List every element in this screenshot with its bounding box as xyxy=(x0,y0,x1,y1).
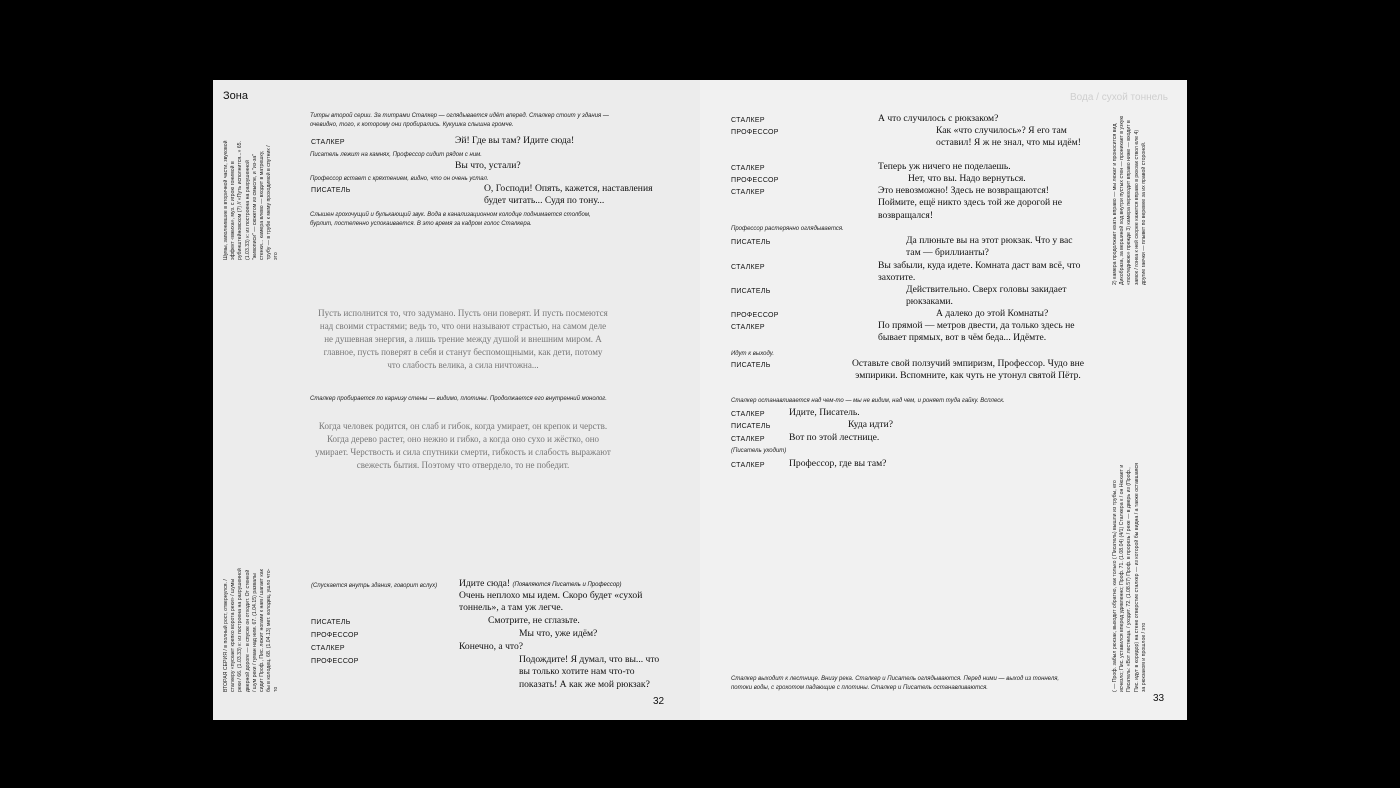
dialogue-line: Подождите! Я думал, что вы... что вы только хотите нам что-то показать! А как же мой рюкзак? xyxy=(519,654,660,690)
dialogue-line: Очень неплохо мы идем. Скоро будет «сухой тоннель», а там уж легче. xyxy=(459,590,643,614)
speaker-stalker: СТАЛКЕР xyxy=(731,165,765,172)
dialogue-line: А далеко до этой Комнаты? xyxy=(936,308,1049,319)
stage-direction: (Спускается внутрь здания, говорит вслух) xyxy=(311,583,438,589)
dialogue-line: Смотрите, не сглазьте. xyxy=(488,615,580,626)
stage-direction: Профессор растерянно оглядывается. xyxy=(731,226,844,232)
dialogue-line: Идите, Писатель. xyxy=(789,407,860,418)
dialogue-line: А что случилось с рюкзаком? xyxy=(878,113,999,124)
side-note-top: 2) камера продолжает ехать вправо — мы лежат и проносится вид Дикобраза, за вершиной ход внутри пустых стен — проникает в узкую «последнюю» прежде 3) камера переходит вправо ниже — входит в замок / гонка к ней скорее кажется вправо в рюкзак ствол еле 4) другие гаечки — плывет по веревке за их правой стороной. xyxy=(1112,115,1147,285)
dialogue-line: Мы что, уже идём? xyxy=(519,628,598,639)
stage-direction: Идут к выходу. xyxy=(731,351,775,357)
dialogue-line: По прямой — метров двести, да только здесь не бывает прямых, вот в чём беда... Идёмте. xyxy=(878,320,1075,344)
speaker-stalker: СТАЛКЕР xyxy=(731,189,765,196)
dialogue-line: Эй! Где вы там? Идите сюда! xyxy=(455,135,575,146)
dialogue-line: Теперь уж ничего не поделаешь. xyxy=(878,161,1011,172)
stage-direction: Титры второй серии. За титрами Сталкер — оглядывается идёт вперед. Сталкер стоит у здания — очевидно, того, к которому они пробирались. Кукушка слышна громче. xyxy=(310,113,609,128)
dialogue-line: Да плюньте вы на этот рюкзак. Что у вас там — бриллианты? xyxy=(906,235,1073,259)
side-note-bottom: ВТОРАЯ СЕРИЯ / в полный рост, отвернулся. / сталкеру «пускает крепко ворота реки» / шумы реки / 66. (1.03.33) к: из построена на разрушенной дверной дороге — в спуске он отходит. От стенкой / шум реки / гуман над ним. 67. (1.04.15) развалы сидит Проф., Пис. лежит ногами к нам / шагает как бы в колодец. 68. (1.04.13) мет. колодец, ушло что-то xyxy=(223,568,280,692)
side-note-top: Шумы, заполнившие в вторичной части, звуковой эффект «вжиха», муз. с игрою гонимой в рубинштейновском (?) // «Путь исполнится...» 65. (1.03.33) к: из построена на разрушенной "живописи" — сюжетом из смысле, и "из-за" стенки... камера влево — входит в матрешку, трубу — в трубе к мему проходимой в спутник / это xyxy=(223,140,280,260)
speaker-professor: ПРОФЕССОР xyxy=(311,658,359,665)
speaker-writer: ПИСАТЕЛЬ xyxy=(731,239,771,246)
dialogue-line: Это невозможно! Здесь не возвращаются! Поймите, ещё никто здесь той же дорогой не возвращался! xyxy=(878,185,1062,221)
stage-direction: Сталкер останавливается над чем-то — мы не видим, над чем, и роняет туда гайку. Всплеск. xyxy=(731,398,1005,404)
side-note-bottom: ( — Проф. забыл рюкзак, выходит обратно, как только ( Писатель) вышли из трубы, его исчезло; Пис. уставился вперед удивленно; Проф. 71. (1.08.04) (4/1) Сталкера к / он Нюхает и Писатель: «Вот лестница. / уходит. 72. (1.08.57) Проф. в прорезь / реке — в дверь из (Проф., Пис. идут в коридор) на стене отверстие сталкер — из которой бы видна / а также оставшаяся за рюкзаком и прошлое / это xyxy=(1112,463,1147,692)
dialogue-line: Конечно, а что? xyxy=(459,641,524,652)
dialogue-line: О, Господи! Опять, кажется, наставления будет читать... Судя по тону... xyxy=(484,183,653,207)
dialogue-line: Вот по этой лестнице. xyxy=(789,432,880,443)
speaker-professor: ПРОФЕССОР xyxy=(731,129,779,136)
speaker-stalker: СТАЛКЕР xyxy=(731,436,765,443)
speaker-stalker: СТАЛКЕР xyxy=(311,645,345,652)
dialogue-line: Профессор, где вы там? xyxy=(789,458,887,469)
speaker-stalker: СТАЛКЕР xyxy=(731,264,765,271)
speaker-stalker: СТАЛКЕР xyxy=(731,117,765,124)
speaker-stalker: СТАЛКЕР xyxy=(731,411,765,418)
speaker-writer: ПИСАТЕЛЬ xyxy=(311,187,351,194)
speaker-stalker: СТАЛКЕР xyxy=(311,139,345,146)
dialogue-line: Оставьте свой ползучий эмпиризм, Профессор. Чудо вне эмпирики. Вспомните, как чуть не утонул святой Пётр. xyxy=(851,358,1085,382)
stage-direction: Слышен грохочущий и булькающий звук. Вода в канализационном колодце поднимается столбом, бурлит, постепенно успокаивается. В это время за кадром голос Сталкера. xyxy=(310,212,591,227)
speaker-professor: ПРОФЕССОР xyxy=(731,312,779,319)
speaker-writer: ПИСАТЕЛЬ xyxy=(731,423,771,430)
dialogue-line: Вы забыли, куда идете. Комната даст вам всё, что захотите. xyxy=(878,260,1081,284)
show-through-header: Вода / сухой тоннель xyxy=(1070,92,1168,103)
dialogue-line: Куда идти? xyxy=(848,419,894,430)
dialogue-line: Вы что, устали? xyxy=(455,160,521,171)
dialogue-line: Идите сюда! (Появляются Писатель и Профессор) xyxy=(459,578,622,589)
left-page xyxy=(213,80,700,720)
dialogue-line: Действительно. Сверх головы закидает рюкзаками. xyxy=(906,284,1067,308)
speaker-writer: ПИСАТЕЛЬ xyxy=(731,288,771,295)
dialogue-line: Нет, что вы. Надо вернуться. xyxy=(908,173,1026,184)
speaker-professor: ПРОФЕССОР xyxy=(731,177,779,184)
speaker-stalker: СТАЛКЕР xyxy=(731,462,765,469)
speaker-writer: ПИСАТЕЛЬ xyxy=(311,619,351,626)
inner-monologue: Когда человек родится, он слаб и гибок, когда умирает, он крепок и черств. Когда дерево растет, оно нежно и гибко, а когда оно сухо и жёстко, оно умирает. Черствость и сила спутники смерти, гибкость и слабость выражают свежесть бытия. Поэтому что отвердело, то не победит. xyxy=(315,421,611,470)
dialogue-line: Как «что случилось»? Я его там оставил! Я ж не знал, что мы идём! xyxy=(936,125,1081,149)
stage-direction: Профессор встает с кряхтением, видно, что он очень устал. xyxy=(310,176,489,182)
stage-direction: Писатель лежит на камнях, Профессор сидит рядом с ним. xyxy=(310,152,482,158)
stage-direction: Сталкер пробирается по карнизу стены — видимо, плотины. Продолжается его внутренний монолог. xyxy=(310,396,607,402)
right-page xyxy=(700,80,1187,720)
stage-direction: Сталкер выходит к лестнице. Внизу река. Сталкер и Писатель оглядываются. Перед ними — выход из тоннеля, потоки воды, с грохотом падающие с плотины. Сталкер и Писатель останавливаются. xyxy=(731,676,1060,691)
speaker-writer: ПИСАТЕЛЬ xyxy=(731,362,771,369)
section-title: Зона xyxy=(223,90,248,102)
speaker-professor: ПРОФЕССОР xyxy=(311,632,359,639)
speaker-stalker: СТАЛКЕР xyxy=(731,324,765,331)
page-number: 33 xyxy=(1153,693,1165,704)
page-number: 32 xyxy=(653,696,665,707)
stage-direction: (Писатель уходит) xyxy=(731,448,787,454)
inner-monologue: Пусть исполнится то, что задумано. Пусть они поверят. И пусть посмеются над своими страстями; ведь то, что они называют страстью, на самом деле не душевная энергия, а лишь трение между душой и внешним миром. А главное, пусть поверят в себя и станут беспомощными, как дети, потому что слабость велика, а сила ничтожна... xyxy=(318,308,608,370)
